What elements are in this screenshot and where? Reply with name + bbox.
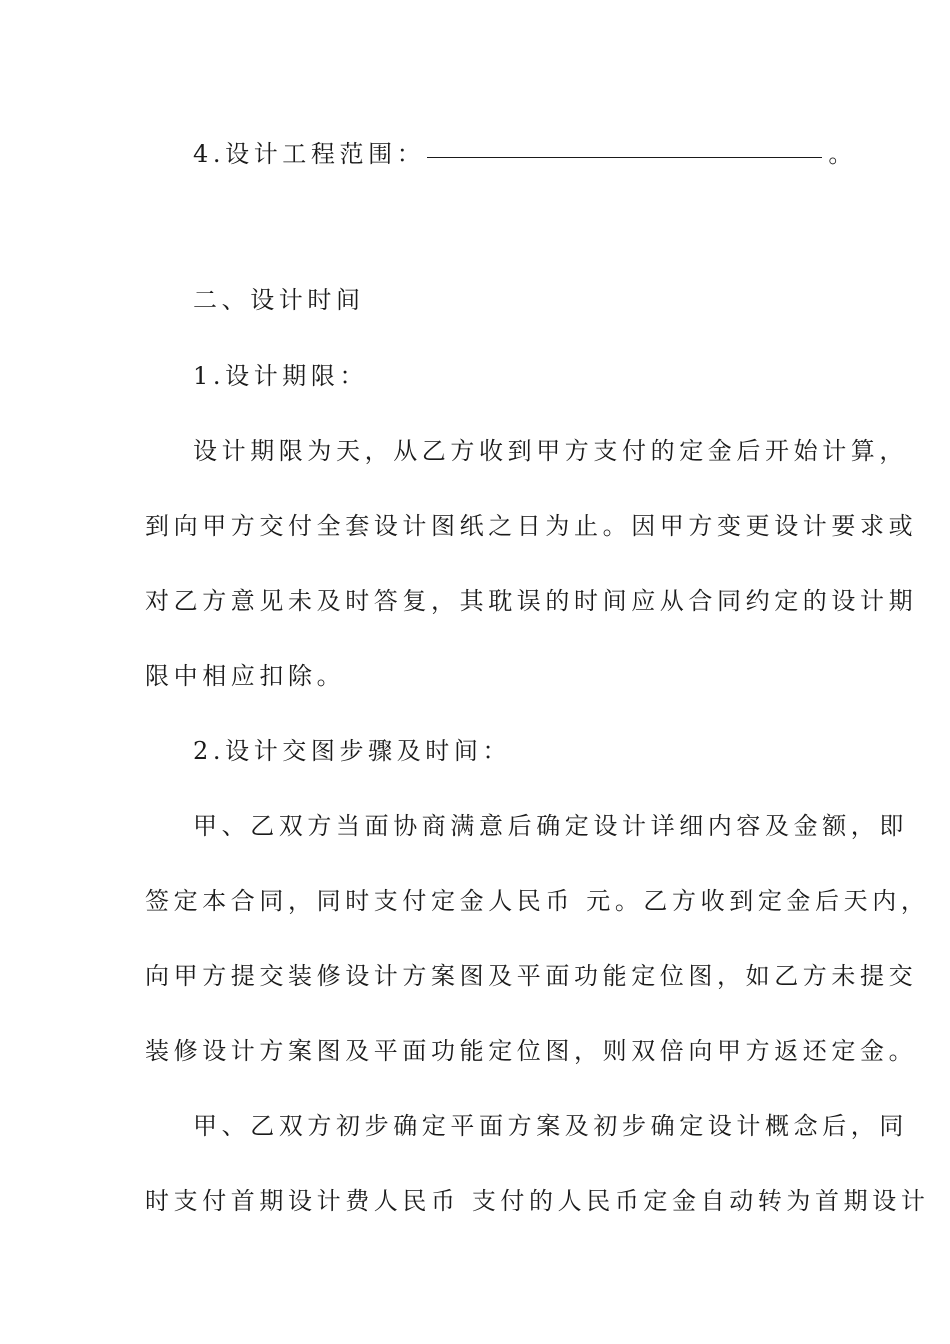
item-1-heading: 1.设计期限： (193, 362, 369, 390)
paragraph-2-line: 甲、乙双方当面协商满意后确定设计详细内容及金额，即 (193, 812, 908, 840)
paragraph-2-line: 装修设计方案图及平面功能定位图，则双倍向甲方返还定金。 (145, 1037, 918, 1065)
item-4-end-mark: 。 (828, 140, 857, 168)
paragraph-1-line: 限中相应扣除。 (145, 662, 346, 690)
fill-in-blank-line (427, 155, 822, 158)
paragraph-2-line: 签定本合同，同时支付定金人民币 元。乙方收到定金后天内， (145, 887, 930, 915)
paragraph-3-line: 时支付首期设计费人民币 支付的人民币定金自动转为首期设计 (145, 1187, 930, 1215)
item-2-heading: 2.设计交图步骤及时间： (193, 737, 512, 765)
section-2-heading: 二、设计时间 (193, 286, 365, 314)
paragraph-1-line: 到向甲方交付全套设计图纸之日为止。因甲方变更设计要求或 (145, 512, 918, 540)
item-4-label: 4.设计工程范围： (193, 140, 426, 168)
paragraph-1-line: 对乙方意见未及时答复，其耽误的时间应从合同约定的设计期 (145, 587, 918, 615)
item-4-design-scope (0, 134, 950, 174)
paragraph-1-line: 设计期限为天，从乙方收到甲方支付的定金后开始计算， (193, 437, 908, 465)
paragraph-2-line: 向甲方提交装修设计方案图及平面功能定位图，如乙方未提交 (145, 962, 918, 990)
paragraph-3-line: 甲、乙双方初步确定平面方案及初步确定设计概念后，同 (193, 1112, 908, 1140)
